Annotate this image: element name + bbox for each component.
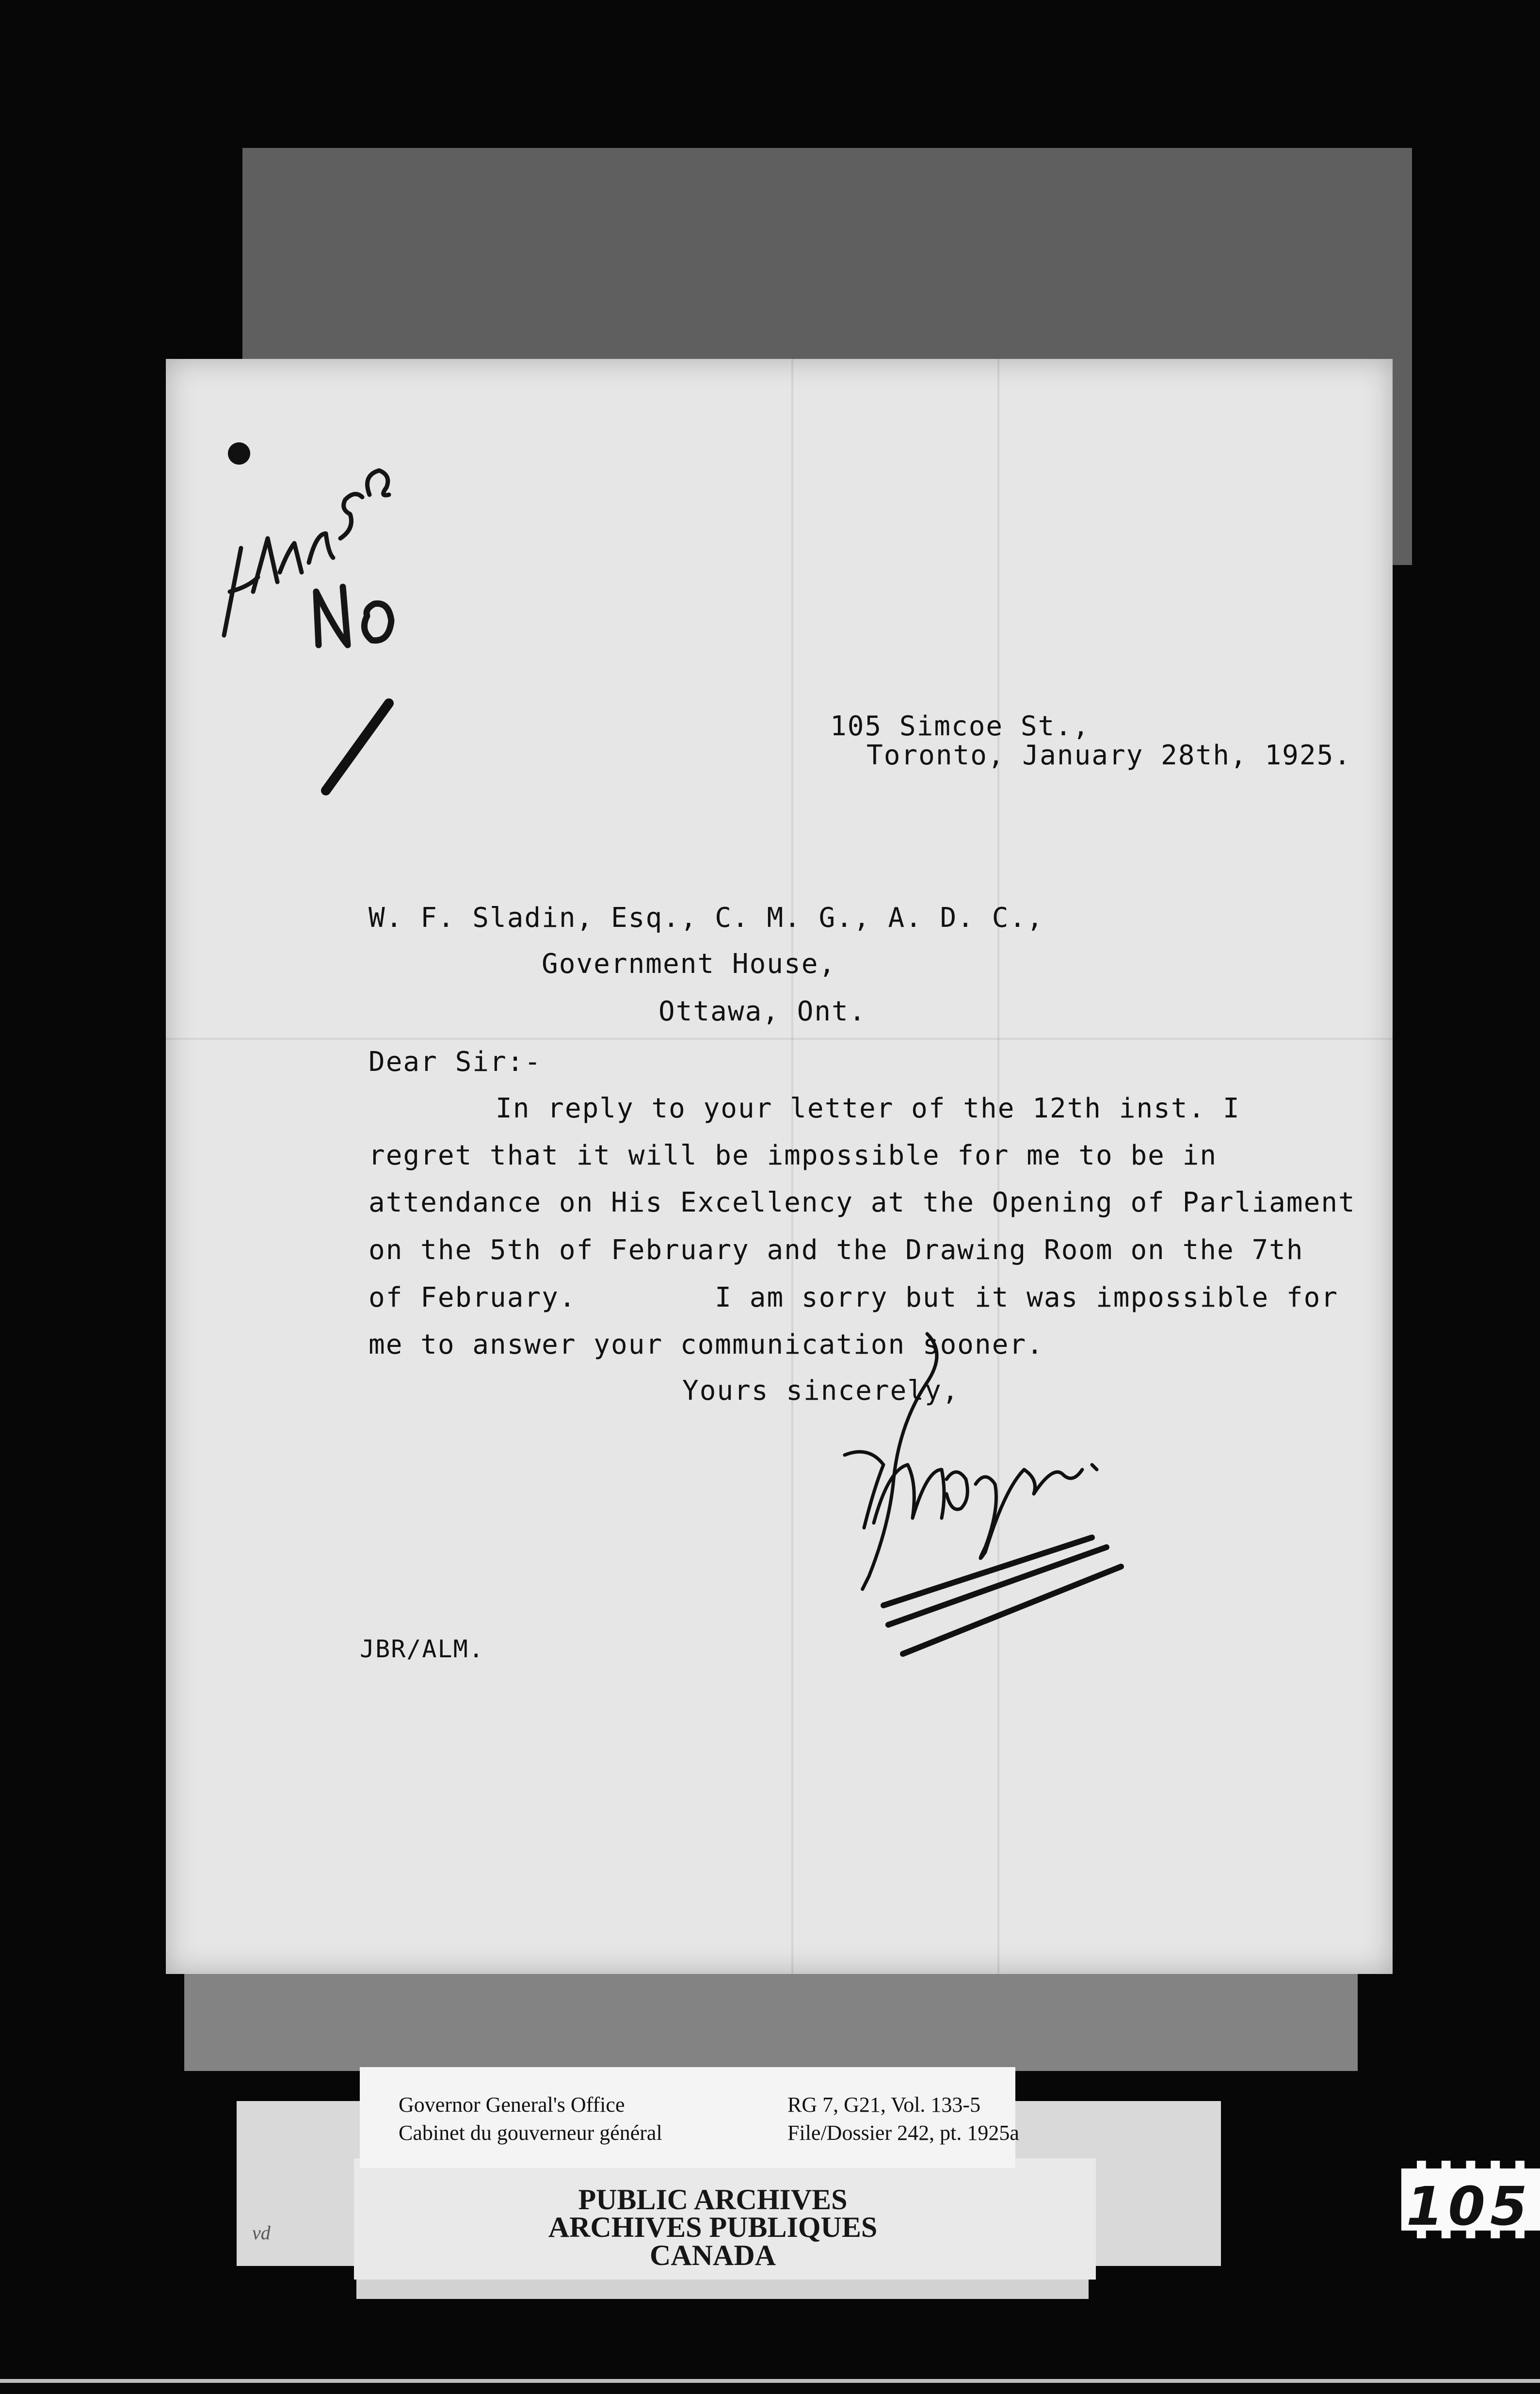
stamp-line: ARCHIVES PUBLIQUES — [548, 2211, 878, 2243]
file-reference: File/Dossier 242, pt. 1925a — [787, 2121, 1019, 2145]
recipient-address: Government House, — [542, 948, 836, 980]
letter-date: Toronto, January 28th, 1925. — [866, 740, 1352, 771]
stamp-side-mark: vd — [252, 2222, 271, 2244]
stamp-line: CANADA — [650, 2239, 776, 2271]
body-line: regret that it will be impossible for me to be in — [369, 1140, 1218, 1171]
stamp-strip — [356, 2280, 1089, 2299]
frame-number: 105 — [1406, 2175, 1532, 2237]
frame-number-tag — [1401, 2161, 1540, 2238]
record-group: RG 7, G21, Vol. 133-5 — [787, 2093, 981, 2117]
body-line: attendance on His Excellency at the Opening of Parliament — [369, 1187, 1356, 1218]
handwritten-annotation — [195, 417, 544, 669]
fold-line — [166, 1038, 1393, 1040]
reference-initials: JBR/ALM. — [360, 1635, 484, 1663]
body-line: on the 5th of February and the Drawing Room on the 7th — [369, 1234, 1304, 1266]
closing: Yours sincerely, — [682, 1375, 960, 1407]
office-en: Governor General's Office — [399, 2093, 625, 2117]
office-fr: Cabinet du gouverneur général — [399, 2121, 662, 2145]
body-line: me to answer your communication sooner. — [369, 1329, 1044, 1360]
stamp-line: PUBLIC ARCHIVES — [578, 2184, 848, 2216]
archive-label — [360, 2067, 1019, 2168]
film-edge — [0, 2379, 1540, 2383]
sender-address: 105 Simcoe St., — [830, 711, 1090, 742]
signature — [772, 1324, 1140, 1664]
body-line: of February. I am sorry but it was impossible for — [369, 1282, 1339, 1313]
recipient-name: W. F. Sladin, Esq., C. M. G., A. D. C., — [369, 902, 1044, 934]
salutation: Dear Sir:- — [369, 1046, 542, 1078]
letter-page — [166, 359, 1393, 1974]
body-line: In reply to your letter of the 12th inst. I — [496, 1093, 1240, 1124]
recipient-city: Ottawa, Ont. — [658, 996, 866, 1027]
annotation-stroke — [311, 694, 408, 800]
